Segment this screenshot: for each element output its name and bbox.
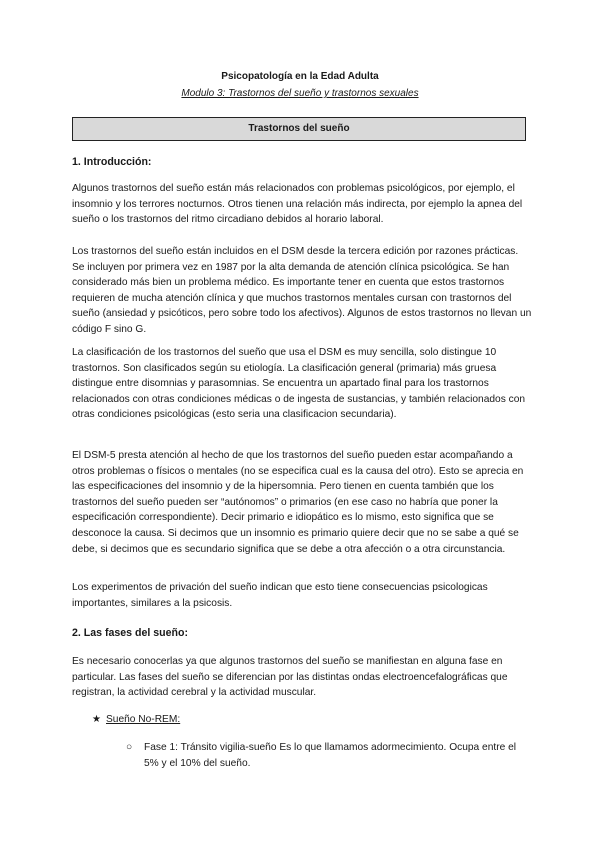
- paragraph-1: Algunos trastornos del sueño están más relacionados con problemas psicológicos, por ejemplo, el insomnio y los terrores nocturnos. Otros tienen una relación más indirecta, por ejemplo la apnea del sueño o los trastornos del ritmo circadiano debidos al horario laboral.: [72, 183, 523, 226]
- heading-introduccion: 1. Introducción:: [72, 156, 152, 168]
- section-title-box: Trastornos del sueño: [72, 117, 526, 141]
- bullet-sueno-no-rem: [92, 712, 180, 727]
- sub-bullet-fase-1: [126, 740, 526, 771]
- paragraph-2: Los trastornos del sueño están incluidos en el DSM desde la tercera edición por razones prácticas. Se incluyen por primera vez en 1987 por la alta demanda de atención clínica psicológica. Se han considerado más bien un problema médico. Es importante tener en cuenta que estos trastornos requieren de mucha atención clínica y que muchos trastornos mentales cursan con trastornos del sueño (ansiedad y psicóticos, pero sobre todo los afectivos). Algunos de estos trastornos no llevan un código F sino G.: [72, 246, 532, 335]
- star-bullet-icon: ★: [92, 714, 102, 725]
- document-title: Psicopatología en la Edad Adulta: [221, 71, 379, 82]
- circle-bullet-icon: ○: [126, 742, 133, 753]
- bullet-label: Sueño No-REM:: [106, 714, 181, 725]
- paragraph-4: El DSM-5 presta atención al hecho de que los trastornos del sueño pueden estar acompañando a otros problemas o físicos o mentales (no se especifica cual es la causa del otro). Esto se aprecia en las especificaciones del insomnio y de la hipersomnia. Pero tienen en cuenta también que los trastornos del sueño pueden ser “autónomos” o primarios (en ese caso no habría que poner la especificación correspondiente). Decir primario e idiopático es lo mismo, esto significa que se desconoce la causa. Si decimos que un insomnio es primario quiere decir que no se sabe a qué se debe, si decimos que es secundario significa que se debe a otra afección o a otra circunstancia.: [72, 450, 524, 555]
- document-subtitle: Modulo 3: Trastornos del sueño y trastornos sexuales: [181, 88, 419, 99]
- heading-fases-del-sueno: 2. Las fases del sueño:: [72, 627, 188, 639]
- paragraph-3: La clasificación de los trastornos del sueño que usa el DSM es muy sencilla, solo distingue 10 trastornos. Son clasificados según su etiología. La clasificación general (primaria) más gruesa distingue entre disomnias y parasomnias. Se encuentra un apartado final para los trastornos relacionados con otras condiciones médicas o de ingesta de sustancias, y también relacionados con otras condiciones psicológicas (esto seria una clasificacion secundaria).: [72, 347, 526, 421]
- paragraph-6: Es necesario conocerlas ya que algunos trastornos del sueño se manifiestan en alguna fase en particular. Las fases del sueño se diferencian por las distintas ondas electroencefalográficas que registran, la actividad cerebral y la actividad muscular.: [72, 656, 508, 699]
- paragraph-5: Los experimentos de privación del sueño indican que esto tiene consecuencias psicologicas importantes, similares a la psicosis.: [72, 582, 488, 609]
- sub-bullet-text: Fase 1: Tránsito vigilia-sueño Es lo que llamamos adormecimiento. Ocupa entre el 5% y el 10% del sueño.: [144, 742, 517, 769]
